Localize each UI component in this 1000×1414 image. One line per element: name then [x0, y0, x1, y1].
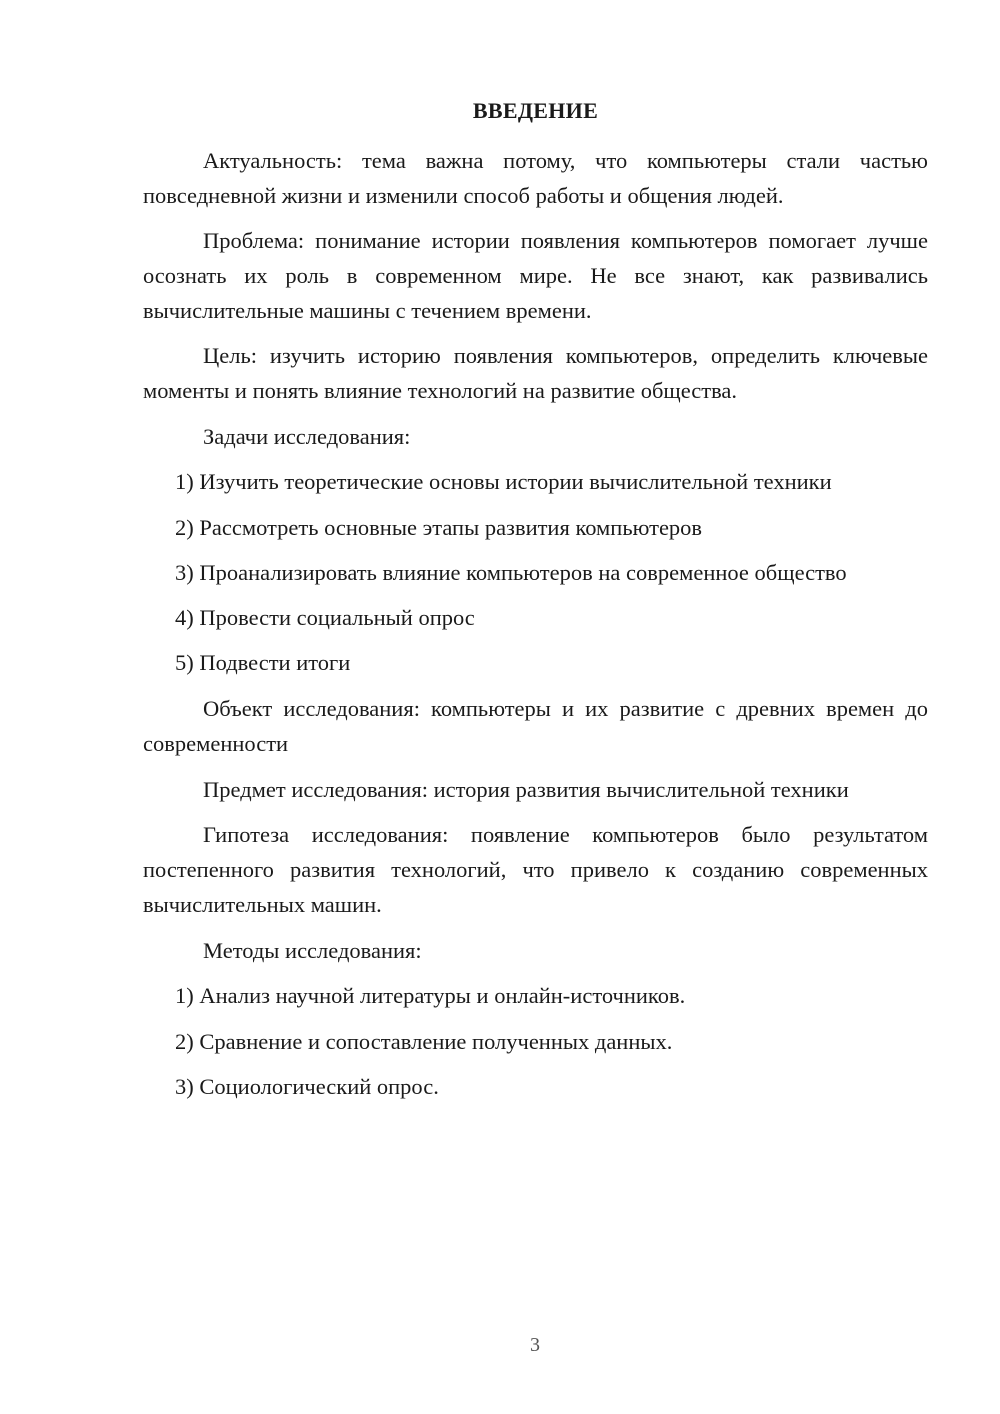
methods-title: Методы исследования: [203, 938, 422, 963]
relevance-paragraph: Актуальность: тема важна потому, что компьютеры стали частью повседневной жизни и изменили способ работы и общения людей. [143, 148, 928, 208]
page-title: ВВЕДЕНИЕ [472, 98, 599, 123]
task-item-1: 1) Изучить теоретические основы истории вычислительной техники [175, 469, 832, 494]
goal-paragraph: Цель: изучить историю появления компьютеров, определить ключевые моменты и понять влияние технологий на развитие общества. [143, 343, 928, 403]
object-paragraph: Объект исследования: компьютеры и их развитие с древних времен до современности [143, 696, 928, 756]
task-item-4: 4) Провести социальный опрос [175, 605, 475, 630]
method-item-2: 2) Сравнение и сопоставление полученных данных. [175, 1029, 673, 1054]
task-item-3: 3) Проанализировать влияние компьютеров на современное общество [175, 560, 847, 585]
page-number: 3 [530, 1334, 540, 1356]
task-item-5: 5) Подвести итоги [175, 650, 351, 675]
method-item-3: 3) Социологический опрос. [175, 1074, 439, 1099]
task-item-2: 2) Рассмотреть основные этапы развития компьютеров [175, 515, 703, 540]
hypothesis-paragraph: Гипотеза исследования: появление компьютеров было результатом постепенного развития технологий, что привело к созданию современных вычислительных машин. [143, 822, 928, 917]
problem-paragraph: Проблема: понимание истории появления компьютеров помогает лучше осознать их роль в современном мире. Не все знают, как развивались вычислительные машины с течением времени. [143, 228, 928, 323]
method-item-1: 1) Анализ научной литературы и онлайн-источников. [175, 983, 686, 1008]
subject-paragraph: Предмет исследования: история развития вычислительной техники [203, 777, 849, 802]
tasks-title: Задачи исследования: [203, 424, 411, 449]
